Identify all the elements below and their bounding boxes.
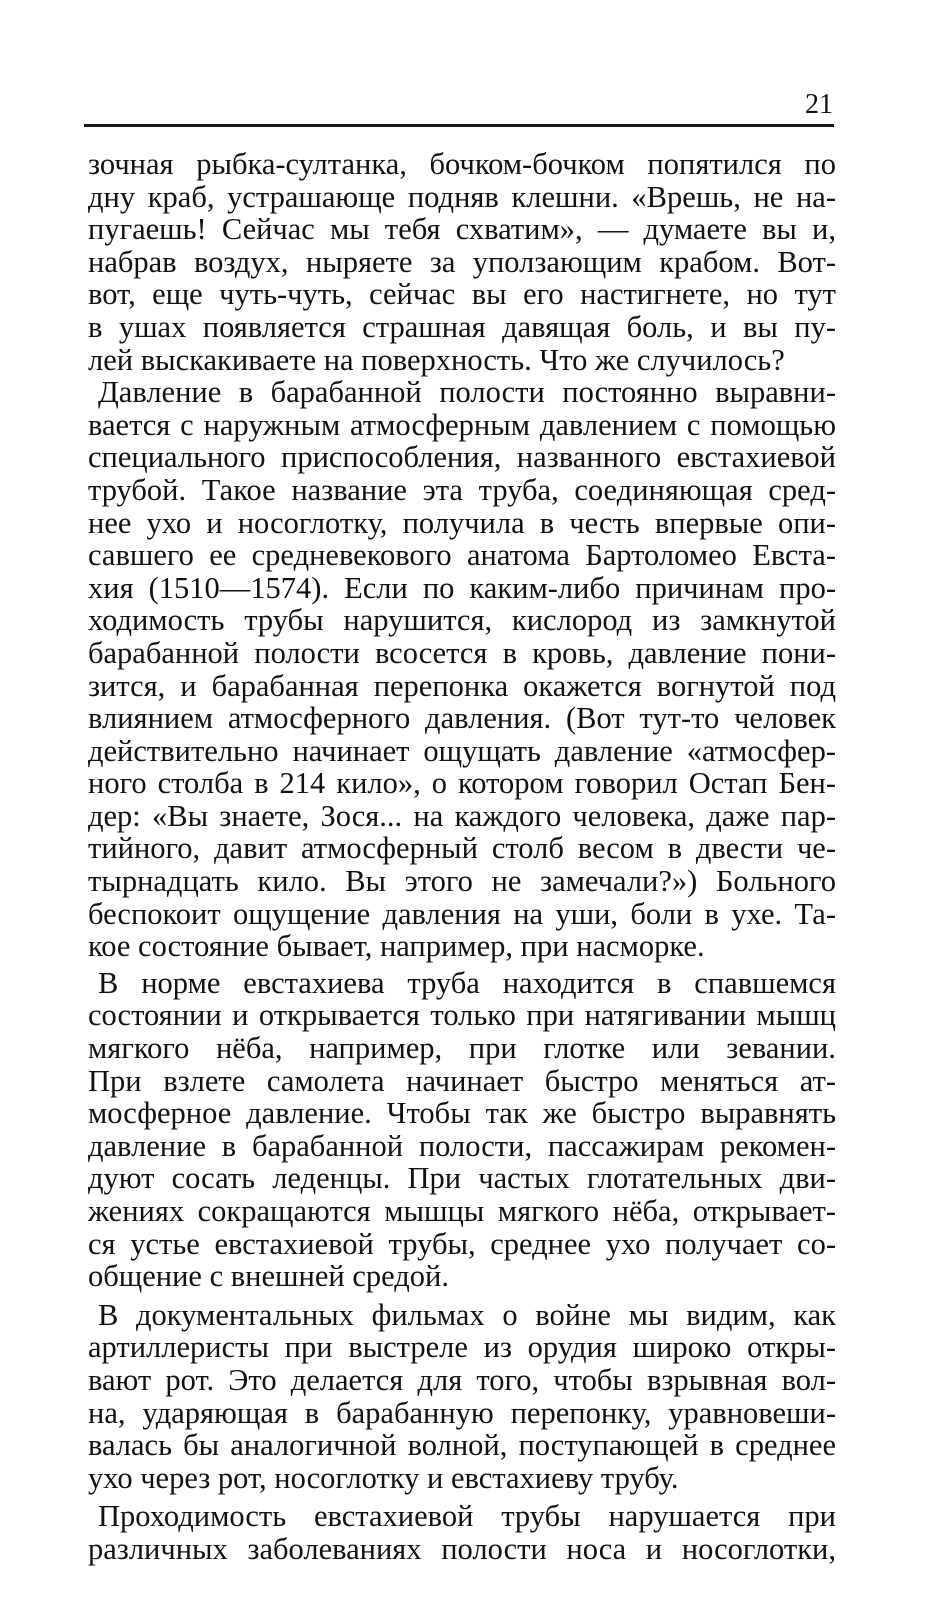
text-line: на, ударяющая в барабанную перепонку, уравновеши- (88, 1395, 836, 1430)
text-line: специального приспособления, названного евстахиевой (88, 440, 836, 475)
text-line: влиянием атмосферного давления. (Вот тут-то человек (88, 701, 836, 736)
text-line: дуют сосать леденцы. При частых глотательных дви- (88, 1161, 836, 1196)
text-line: пугаешь! Сейчас мы тебя схватим», — думаете вы и, (88, 212, 836, 247)
text-line: общение с внешней средой. (88, 1259, 449, 1294)
text-line: различных заболеваниях полости носа и носоглотки, (88, 1531, 836, 1566)
text-line: нее ухо и носоглотку, получила в честь впервые опи- (88, 505, 836, 540)
text-line: Проходимость евстахиевой трубы нарушается при (98, 1499, 836, 1534)
paragraph-1 (88, 148, 836, 376)
paragraph-5 (88, 1500, 836, 1565)
text-line: дну краб, устрашающе подняв клешни. «Врешь, не на- (88, 179, 836, 214)
text-line: савшего ее средневекового анатома Бартоломео Евста- (88, 538, 836, 573)
text-line: Давление в барабанной полости постоянно выравни- (98, 375, 836, 410)
text-line: В норме евстахиева труба находится в спавшемся (98, 965, 836, 1000)
text-line: хия (1510—1574). Если по каким-либо причинам про- (88, 570, 836, 605)
text-line: набрав воздух, ныряете за уползающим крабом. Вот- (88, 244, 836, 279)
text-line: валась бы аналогичной волной, поступающей в среднее (88, 1428, 836, 1463)
text-line: кое состояние бывает, например, при насморке. (88, 929, 705, 964)
text-line: зится, и барабанная перепонка окажется вогнутой под (88, 668, 836, 703)
text-line: ного столба в 214 кило», о котором говорил Остап Бен- (88, 766, 836, 801)
text-line: барабанной полости всосется в кровь, давление пони- (88, 635, 836, 670)
text-line: мягкого нёба, например, при глотке или зевании. (88, 1031, 836, 1066)
text-line: тырнадцать кило. Вы этого не замечали?») Больного (88, 864, 836, 899)
header-rule (84, 124, 834, 127)
text-line: трубой. Такое название эта труба, соединяющая сред- (88, 472, 836, 507)
text-line: зочная рыбка-султанка, бочком-бочком попятился по (88, 147, 836, 181)
text-line: артиллеристы при выстреле из орудия широко откры- (88, 1330, 836, 1365)
text-line: ся устье евстахиевой трубы, среднее ухо получает со- (88, 1226, 836, 1261)
text-line: вот, еще чуть-чуть, сейчас вы его настигнете, но тут (88, 277, 836, 312)
text-line: вается с наружным атмосферным давлением с помощью (88, 407, 836, 442)
text-line: мосферное давление. Чтобы так же быстро выравнять (88, 1096, 836, 1131)
text-line: В документальных фильмах о войне мы видим, как (98, 1297, 836, 1332)
paragraph-4 (88, 1299, 836, 1495)
text-line: вают рот. Это делается для того, чтобы взрывная вол- (88, 1362, 836, 1397)
text-line: действительно начинает ощущать давление «атмосфер- (88, 733, 836, 768)
text-line: тийного, давит атмосферный столб весом в двести че- (88, 831, 836, 866)
text-line: ухо через рот, носоглотку и евстахиеву трубу. (88, 1460, 679, 1495)
page-number: 21 (805, 89, 833, 120)
text-line: лей выскакиваете на поверхность. Что же случилось? (88, 342, 785, 377)
text-line: состоянии и открывается только при натягивании мышц (88, 998, 836, 1033)
text-line: жениях сокращаются мышцы мягкого нёба, открывает- (88, 1194, 836, 1228)
paragraph-3 (88, 967, 836, 1293)
text-line: дер: «Вы знаете, Зося... на каждого человека, даже пар- (88, 798, 836, 833)
body-text (88, 148, 836, 1566)
text-line: беспокоит ощущение давления на уши, боли в ухе. Та- (88, 896, 836, 931)
text-line: давление в барабанной полости, пассажирам рекомен- (88, 1128, 836, 1163)
paragraph-2 (88, 376, 836, 963)
text-line: в ушах появляется страшная давящая боль, и вы пу- (88, 309, 836, 344)
text-line: При взлете самолета начинает быстро меняться ат- (88, 1063, 836, 1098)
text-line: ходимость трубы нарушится, кислород из замкнутой (88, 603, 836, 638)
